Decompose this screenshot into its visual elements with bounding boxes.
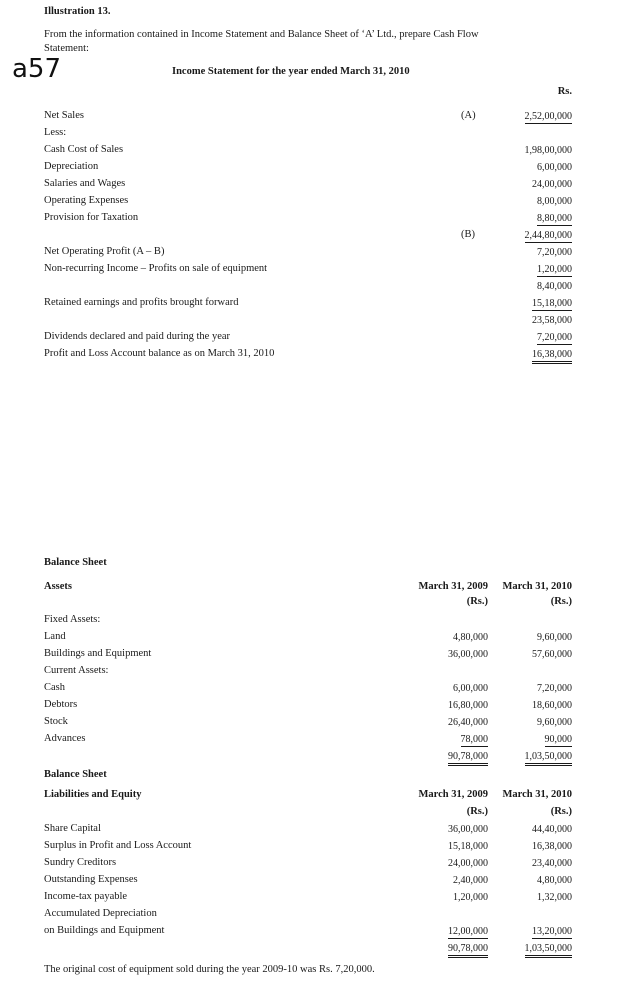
liability-row-label: Share Capital — [44, 823, 101, 834]
income-row-value: 2,44,80,000 — [524, 230, 572, 241]
asset-row-value-2010: 1,03,50,000 — [525, 750, 573, 766]
liabilities-col2-unit: (Rs.) — [550, 806, 572, 817]
liability-row-value-2010: 16,38,000 — [532, 841, 572, 852]
assets-col1-unit: (Rs.) — [466, 596, 488, 607]
income-currency: Rs. — [557, 86, 572, 97]
income-row-label: Operating Expenses — [44, 195, 129, 206]
intro-text-line2: Statement: — [44, 43, 89, 54]
balance-sheet-title-liabilities: Balance Sheet — [44, 769, 107, 780]
asset-row-label: Debtors — [44, 699, 78, 710]
liability-row-label: Outstanding Expenses — [44, 874, 138, 885]
asset-row-value-2009: 78,000 — [460, 734, 488, 745]
liabilities-col1-header: March 31, 2009 — [418, 789, 488, 800]
income-row-value: 1,20,000 — [537, 264, 572, 275]
asset-row-value-2010: 7,20,000 — [537, 683, 572, 694]
asset-row-label: Land — [44, 631, 66, 642]
liabilities-col1-unit: (Rs.) — [466, 806, 488, 817]
income-row-value: 8,80,000 — [537, 213, 572, 224]
liability-row-value-2010: 4,80,000 — [537, 875, 572, 886]
asset-row-value-2009: 6,00,000 — [453, 683, 488, 694]
liability-row-value-2009: 15,18,000 — [448, 841, 488, 852]
assets-heading: Assets — [44, 581, 72, 592]
liability-row-label: Sundry Creditors — [44, 857, 117, 868]
balance-sheet-title-assets: Balance Sheet — [44, 557, 107, 568]
income-row-value: 16,38,000 — [532, 348, 572, 364]
asset-row-value-2010: 9,60,000 — [537, 632, 572, 643]
income-row-label: Salaries and Wages — [44, 178, 126, 189]
mark-a: (A) — [461, 110, 476, 121]
footer-note: The original cost of equipment sold during the year 2009-10 was Rs. 7,20,000. — [44, 964, 375, 975]
asset-row-value-2010: 18,60,000 — [532, 700, 572, 711]
asset-row-label: Stock — [44, 716, 68, 727]
income-row-value: 7,20,000 — [537, 332, 572, 343]
asset-row-label: Buildings and Equipment — [44, 648, 152, 659]
income-row-label: Net Operating Profit (A – B) — [44, 246, 165, 257]
asset-row-value-2009: 4,80,000 — [453, 632, 488, 643]
income-row-label: Less: — [44, 127, 67, 138]
income-row-value: 15,18,000 — [532, 298, 572, 309]
income-row-value: 8,40,000 — [537, 281, 572, 292]
liability-row-value-2010: 1,32,000 — [537, 892, 572, 903]
page-mark: a57 — [12, 54, 62, 84]
income-row-value: 1,98,00,000 — [524, 145, 572, 156]
assets-col2-unit: (Rs.) — [550, 596, 572, 607]
asset-row-label: Cash — [44, 682, 65, 693]
income-row-label: Profit and Loss Account balance as on March 31, 2010 — [44, 348, 275, 359]
mark-b: (B) — [461, 229, 475, 240]
income-row-value: 23,58,000 — [532, 315, 572, 326]
income-row-value: 2,52,00,000 — [524, 111, 572, 122]
liability-row-value-2009: 36,00,000 — [448, 824, 488, 835]
income-row-label: Retained earnings and profits brought forward — [44, 297, 239, 308]
liability-row-label: Income-tax payable — [44, 891, 128, 902]
asset-row-value-2010: 57,60,000 — [532, 649, 572, 660]
illustration-title: Illustration 13. — [44, 6, 111, 17]
liability-row-value-2009: 12,00,000 — [448, 926, 488, 937]
liabilities-col2-header: March 31, 2010 — [502, 789, 572, 800]
liability-row-label: Surplus in Profit and Loss Account — [44, 840, 192, 851]
asset-row-value-2009: 16,80,000 — [448, 700, 488, 711]
liability-row-label: on Buildings and Equipment — [44, 925, 165, 936]
liability-row-value-2010: 1,03,50,000 — [525, 942, 573, 958]
asset-row-value-2010: 90,000 — [544, 734, 572, 745]
income-row-label: Cash Cost of Sales — [44, 144, 124, 155]
income-row-label: Dividends declared and paid during the year — [44, 331, 231, 342]
asset-row-value-2009: 90,78,000 — [448, 750, 488, 766]
income-statement-title: Income Statement for the year ended March 31, 2010 — [172, 66, 410, 77]
asset-row-value-2009: 36,00,000 — [448, 649, 488, 660]
income-row-label: Provision for Taxation — [44, 212, 139, 223]
income-row-label: Depreciation — [44, 161, 99, 172]
intro-text-line1: From the information contained in Income Statement and Balance Sheet of ‘A’ Ltd., prepare Cash Flow — [44, 29, 479, 40]
liability-row-label: Accumulated Depreciation — [44, 908, 157, 919]
liability-row-value-2009: 90,78,000 — [448, 942, 488, 958]
liability-row-value-2010: 44,40,000 — [532, 824, 572, 835]
assets-col1-header: March 31, 2009 — [418, 581, 488, 592]
asset-row-label: Current Assets: — [44, 665, 109, 676]
income-row-value: 7,20,000 — [537, 247, 572, 258]
assets-col2-header: March 31, 2010 — [502, 581, 572, 592]
income-row-value: 24,00,000 — [532, 179, 572, 190]
asset-row-value-2010: 9,60,000 — [537, 717, 572, 728]
liability-row-value-2010: 13,20,000 — [532, 926, 572, 937]
income-row-value: 6,00,000 — [537, 162, 572, 173]
income-row-label: Net Sales — [44, 110, 84, 121]
asset-row-label: Fixed Assets: — [44, 614, 101, 625]
liability-row-value-2009: 1,20,000 — [453, 892, 488, 903]
liability-row-value-2009: 24,00,000 — [448, 858, 488, 869]
liability-row-value-2010: 23,40,000 — [532, 858, 572, 869]
income-row-label: Non-recurring Income – Profits on sale of equipment — [44, 263, 268, 274]
liability-row-value-2009: 2,40,000 — [453, 875, 488, 886]
asset-row-label: Advances — [44, 733, 86, 744]
liabilities-heading: Liabilities and Equity — [44, 789, 142, 800]
asset-row-value-2009: 26,40,000 — [448, 717, 488, 728]
income-row-value: 8,00,000 — [537, 196, 572, 207]
